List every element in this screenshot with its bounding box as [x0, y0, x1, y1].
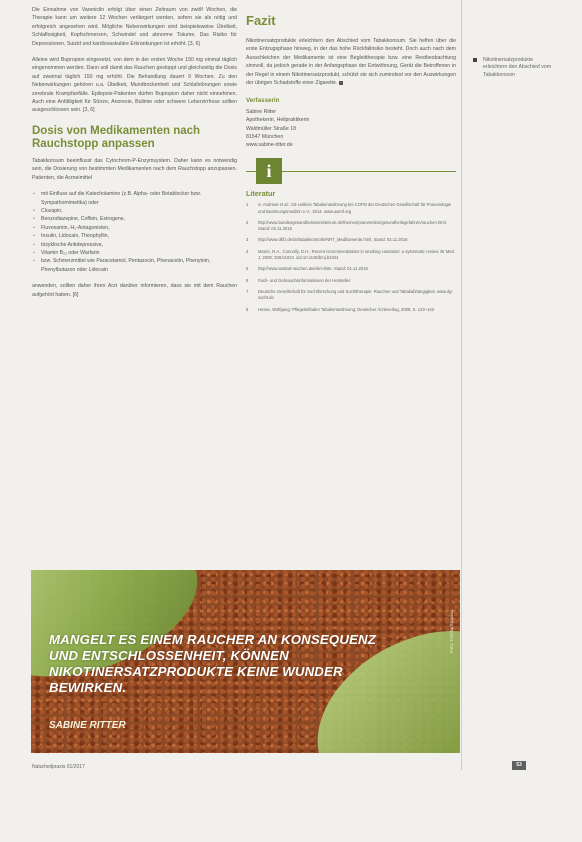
text-column-left [32, 6, 237, 307]
literature-item: 1 S. Andreas et al.: S3-Leitlinie Tabakentwöhnung bei COPD der Deutschen Gesellschaft für Pneumologie und Beatmungsmedizin e.V., 2014. www.awmf.org [246, 202, 452, 214]
text-column-right [246, 14, 456, 318]
paragraph-inform-doctor: anwenden, sollten daher ihren Arzt darüber informieren, dass sie mit dem Rauchen aufgehört haben. [6] [32, 283, 237, 298]
medication-item: • mit Einfluss auf die Katecholamine (z.B. Alpha- oder Betablocker bzw. Sympathomimetika) oder [32, 190, 237, 207]
literature-item: 2 http://www.bundesgesundheitsministerium.de/themen/praevention/gesundheitsgefahren/rauchen.html, Stand: 02.11.2016 [246, 219, 448, 232]
medication-list [32, 190, 237, 274]
literature-list [246, 202, 456, 313]
medication-item: • trizyklische Antidepressiva, [32, 241, 237, 249]
pull-quote-author: SABINE RITTER [49, 720, 126, 731]
literature-item: 3 http://www.dkfz.de/de/tabakkontrolle/NRT_Medikamente.html, Stand: 02.11.2016 [246, 237, 408, 243]
column-divider [461, 0, 462, 770]
medication-item: • bzw. Schmerzmittel wie Paracetamol, Pentazocin, Phenacetin, Phenytoin, Phenylbutazon oder Lidocain [32, 257, 237, 274]
photo-credit: Foto: Fotolia/Spaxiax [449, 610, 454, 654]
paragraph-cytochrome: Tabakkonsum beeinflusst das Cytochrom-P-Enzymsystem. Daher kann es notwendig sein, die Dosierung von bestimmten Medikamenten nach dem Rauchstopp anzupassen. Patienten, die Arzneimittel [32, 157, 237, 181]
margin-bullet-icon [473, 58, 477, 62]
tobacco-photo [31, 570, 460, 753]
medication-item: • Clozapin, [32, 207, 237, 215]
page-number: 53 [512, 761, 526, 770]
info-divider [246, 158, 456, 184]
medication-item: • Insulin, Lidocain, Theophyllin, [32, 232, 237, 240]
medication-item: • Vitamin B₁₂ oder Warfarin [32, 249, 237, 257]
literature-item: 6 Fach- und Gebrauchsinformationen der Hersteller [246, 277, 351, 283]
section-heading-fazit: Fazit [246, 13, 276, 28]
pull-quote: MANGELT ES EINEM RAUCHER AN KONSEQUENZ UND ENTSCHLOSSENHEIT, KÖNNEN NIKOTINERSATZPRODUKTE KEINE WUNDER BEWIRKEN. [49, 632, 377, 695]
margin-note [483, 57, 553, 79]
literature-item: 8 Hesse, Wolfgang: Pflegeleitfaden Tabakentwöhnung; Deutscher Ärzteverlag, 2008, S. 123–142 [246, 306, 435, 312]
author-title: Apothekerin, Heilpraktikerin [246, 117, 310, 124]
paragraph-vareniclin: Die Einnahme von Vareniclin erfolgt über einen Zeitraum von zwölf Wochen, die Therapie kann um weitere 12 Wochen verlängert werden, sofern sie als nötig und erfolgreich angesehen wird. Mögliche Nebenwirkungen sind beispielsweise Übelkeit, Schlaflosigkeit, Kopfschmerzen, Schwindel und abnorme Träume. Das Risiko für Depressionen, Suizid und kardiovaskuläre Erkrankungen ist erhöht. [3, 6] [32, 7, 237, 47]
literature-item: 5 http://www.anstatt-rauchen.de/ebm-liste, Stand: 01.11.2016 [246, 266, 368, 272]
paragraph-fazit [246, 37, 456, 87]
literature-item: 4 Moore, R.A., Connolly, D.H.: Recent recommendations in smoking cessation: a systematic review. Br Med J, 2009; 338:b1024. doi:10.1136/bmj.b1024 [246, 248, 454, 261]
literature-heading: Literatur [246, 188, 276, 198]
medication-item: • Fluvoxamin, H₂-Antagonisten, [32, 224, 237, 232]
info-icon: i [256, 158, 282, 184]
end-mark-icon [339, 81, 343, 85]
margin-note-text: Nikotinersatzprodukte erleichtern den Abschied vom Tabakkonsum [483, 57, 552, 78]
medication-item: • Benzodiazepine, Coffein, Estrogene, [32, 215, 237, 223]
fazit-text: Nikotinersatzprodukte erleichtern den Abschied vom Tabakkonsum. Sie helfen über die erste Entzugsphase hinweg, in der das hohe Rückfallrisiko besteht. Doch auch nach dem Ausschleichen der Medikamente ist eine Begleittherapie bzw. eine Restbeobachtung sinnvoll, da jedoch gerade in der Anfangsphase der Entwöhnung, Gerät die Betroffenen in der Regel in einem Nikotinersatzprodukt, schützt sie sich zumindest vor den Auswirkungen der übrigen Schadstoffe einer Zigarette. [246, 38, 456, 87]
author-website: www.sabine-ritter.de [246, 142, 293, 149]
literature-item: 7 Deutsche Gesellschaft für Suchtforschung und Suchttherapie: Rauchen und Tabakabhängigkeit. www.dg-sucht.de [246, 288, 453, 301]
author-heading: Verfasserin [246, 97, 280, 105]
author-city: 81547 München [246, 134, 284, 141]
journal-footer: Naturheilpraxis 01/2017 [32, 764, 85, 770]
author-block [246, 108, 456, 150]
author-street: Waldmüller Straße 18 [246, 125, 296, 132]
author-name: Sabine Ritter [246, 108, 276, 115]
paragraph-bupropion: Alleine wird Bupropion eingesetzt, von dem in der ersten Woche 150 mg einmal täglich eingenommen werden. Dann soll damit das Rauchen gestoppt und gleichzeitig die Dosis auf zweimal täglich 150 mg erhöht. Die Behandlung dauert 9 Wochen. Zu den Nebenwirkungen gehören u.a. Übelkeit, Mundtrockenheit und Schlafstörungen sowie zerebrale Krampfanfälle. Epilepsie-Patienten dürfen Bupropion daher nicht einnehmen. Auch eine Anfälligkeit für Stürze, Anorexie, Bulimie oder schwere Leberzirrhose sollten ausgeschlossen sein. [3, 6] [32, 57, 237, 114]
section-heading-dosage: Dosis von Medikamenten nach Rauchstopp anpassen [32, 124, 201, 150]
